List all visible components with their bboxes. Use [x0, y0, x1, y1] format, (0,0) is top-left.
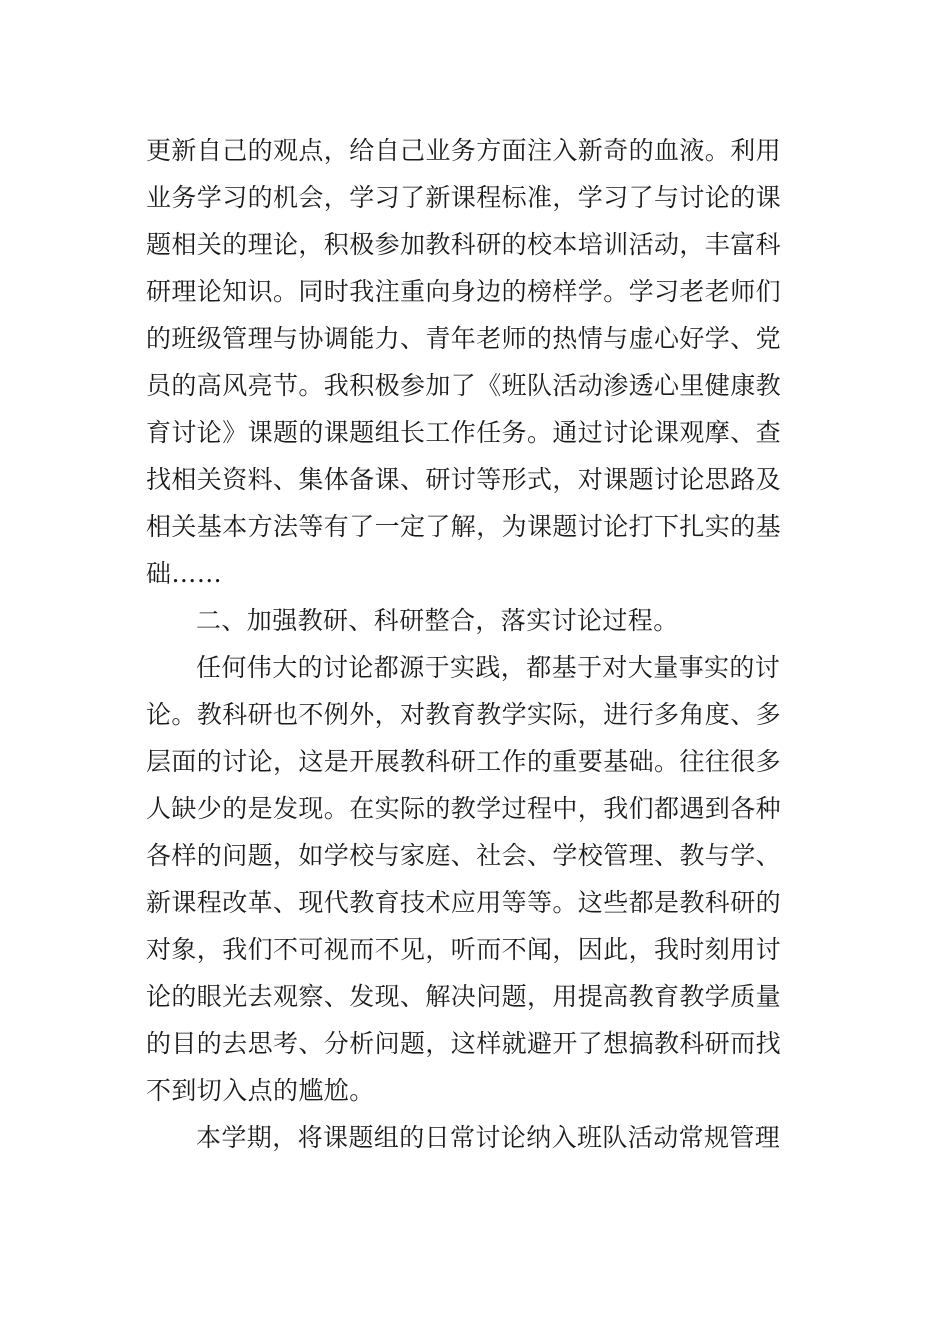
text-line: 论。教科研也不例外，对教育教学实际，进行多角度、多 [146, 700, 782, 729]
text-line: 人缺少的是发现。在实际的教学过程中，我们都遇到各种 [146, 794, 782, 823]
text-line: 题相关的理论，积极参加教科研的校本培训活动，丰富科 [146, 230, 782, 259]
text-line: 各样的问题，如学校与家庭、社会、学校管理、教与学、 [146, 841, 782, 870]
text-line: 育讨论》课题的课题组长工作任务。通过讨论课观摩、查 [146, 418, 782, 447]
text-line: 任何伟大的讨论都源于实践，都基于对大量事实的讨 [196, 653, 781, 682]
text-line: 层面的讨论，这是开展教科研工作的重要基础。往往很多 [146, 747, 782, 776]
text-line: 相关基本方法等有了一定了解，为课题讨论打下扎实的基 [146, 512, 782, 541]
text-line: 不到切入点的尴尬。 [146, 1076, 375, 1105]
text-line: 对象，我们不可视而不见，听而不闻，因此，我时刻用讨 [146, 935, 782, 964]
text-line: 新课程改革、现代教育技术应用等等。这些都是教科研的 [146, 888, 782, 917]
text-line: 业务学习的机会，学习了新课程标准，学习了与讨论的课 [146, 183, 782, 212]
text-line: 研理论知识。同时我注重向身边的榜样学。学习老老师们 [146, 277, 782, 306]
text-line: 员的高风亮节。我积极参加了《班队活动渗透心里健康教 [146, 371, 782, 400]
text-line: 更新自己的观点，给自己业务方面注入新奇的血液。利用 [146, 136, 782, 165]
text-line: 础…… [146, 559, 223, 588]
text-line: 找相关资料、集体备课、研讨等形式，对课题讨论思路及 [146, 465, 782, 494]
text-line: 的班级管理与协调能力、青年老师的热情与虚心好学、党 [146, 324, 782, 353]
text-line: 论的眼光去观察、发现、解决问题，用提高教育教学质量 [146, 982, 782, 1011]
text-line: 本学期，将课题组的日常讨论纳入班队活动常规管理 [196, 1123, 781, 1152]
section-heading: 二、加强教研、科研整合，落实讨论过程。 [196, 606, 679, 635]
text-line: 的目的去思考、分析问题，这样就避开了想搞教科研而找 [146, 1029, 782, 1058]
